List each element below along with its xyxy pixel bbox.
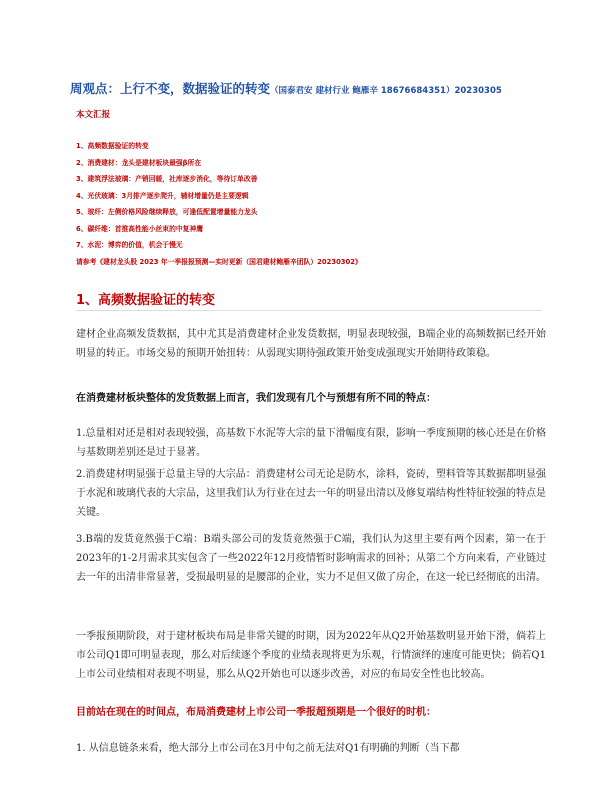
section-divider (76, 310, 542, 311)
paragraph: 1.总量相对还是相对表现较强，高基数下水泥等大宗的量下滑幅度有限，影响一季度预期的核心还是在价格与基数期差别还是过于显著。 (76, 428, 546, 458)
summary-item: 2、消费建材：龙头是建材板块最强β所在 (76, 158, 202, 167)
paragraph: 2.消费建材明显强于总量主导的大宗品：消费建材公司无论是防水，涂料，瓷砖，塑料管等其数据都明显强于水泥和玻璃代表的大宗品，这里我们认为行业在过去一年的明显出清以及修复端结构性特征较强的特点是关键。 (76, 469, 546, 518)
summary-item: 3、建筑浮法玻璃：产销回暖，社库逐步消化，等待订单改善 (76, 175, 258, 183)
title-source: （国泰君安 建材行业 鲍雁辛 18676684351）20230305 (270, 86, 502, 96)
paragraph: 建材企业高频发货数据，其中尤其是消费建材企业发货数据，明显表现较强，B端企业的高频数据已经开始明显的转正。市场交易的预期开始扭转：从弱现实期待强政策开始变成强现实开始期待政策稳。 (76, 329, 546, 359)
paragraph: 一季报预期阶段，对于建材板块布局是非常关键的时期，因为2022年从Q2开始基数明显开始下滑，倘若上市公司Q1即可明显表现，那么对后续逐个季度的业绩表现将更为乐观，行情演绎的速度可能更快；倘若Q1上市公司业绩相对表现不明显，那么从Q2开始也可以逐步改善，对应的布局安全性也比较高。 (76, 631, 547, 680)
summary-list (76, 138, 362, 270)
summary-item: 4、光伏玻璃：3月排产逐步爬升，辅材增量仍是主要逻辑 (76, 191, 249, 200)
summary-item: 1、高频数据验证的转变 (76, 142, 149, 150)
paragraph: 3.B端的发货竟然强于C端：B端头部公司的发货竟然强于C端，我们认为这里主要有两个因素，第一在于2023年的1-2月需求其实包含了一些2022年12月疫情暂时影响需求的回补；从第二个方向来看，产业链过去一年的出清非常显著，受损最明显的是腰部的企业，实力不足但又做了房企，在这一轮已经彻底的出清。 (76, 534, 546, 583)
page-title (70, 79, 570, 97)
paragraph: 1. 从信息链条来看，绝大部分上市公司在3月中旬之前无法对Q1有明确的判断（当下都 (76, 743, 460, 754)
paragraph-highlight: 目前站在现在的时间点，布局消费建材上市公司一季报超预期是一个很好的时机： (76, 707, 436, 718)
section-heading: 1、高频数据验证的转变 (76, 293, 216, 308)
summary-label: 本文汇报 (76, 110, 111, 120)
summary-item: 5、玻纤：左侧价格风险继续释放，可逢低配置增量能力龙头 (76, 208, 258, 216)
summary-reference: 请参考《建材龙头股 2023 年一季报报预测—实时更新（国君建材鲍雁辛团队）20230302》 (76, 257, 362, 266)
summary-item: 6、碳纤维：首推高性能小丝束的中复神鹰 (76, 224, 204, 233)
title-main: 周观点：上行不变，数据验证的转变 (70, 81, 271, 96)
paragraph-emphasis: 在消费建材板块整体的发货数据上而言，我们发现有几个与预想有所不同的特点： (76, 393, 436, 404)
summary-item: 7、水泥：博弈的价值，机会于慢无 (76, 241, 183, 249)
